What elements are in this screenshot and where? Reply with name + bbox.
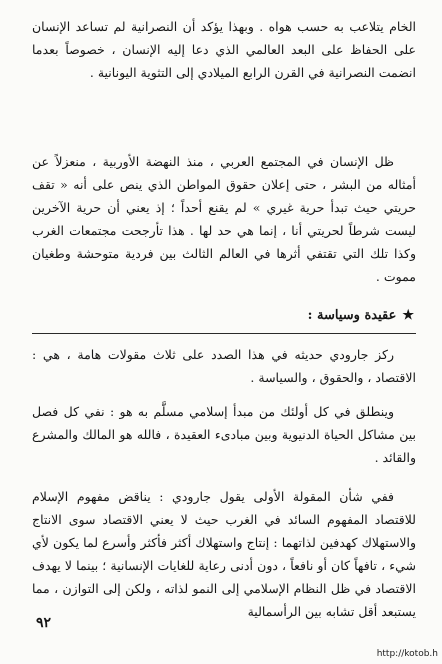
source-url: http://kotob.h	[376, 649, 438, 659]
star-icon: ★	[402, 308, 414, 323]
paragraph-3-text: ركز جارودي حديثه في هذا الصدد على ثلاث مقولات هامة ، هي : الاقتصاد ، والحقوق ، والسياسة .	[32, 347, 416, 385]
paragraph-4	[32, 400, 416, 469]
paragraph-5	[32, 485, 416, 623]
heading-divider	[32, 333, 416, 334]
section-heading-text: عقيدة وسياسة :	[307, 308, 397, 323]
paragraph-3	[32, 343, 416, 389]
paragraph-2-text: ظل الإنسان في المجتمع العربي ، منذ النهضة الأوربية ، منعزلاً عن أمثاله من البشر ، حتى إعلان حقوق المواطن الذي ينص على أنه « تقف حريتي حيث تبدأ حرية غيري » لم يقنع أحداً ؛ إذ يعني أن حرية الآخرين ليست شرطاً لحريتي أنا ، إنما هي حد لها . هذا تأرجحت مجتمعات الغرب وكذا تلك التي تقتفي أثرها في العالم الثالث بين فردية متوحشة وطغيان مموت .	[32, 154, 416, 284]
paragraph-1	[32, 15, 416, 84]
section-heading	[30, 304, 414, 327]
paragraph-1-text: الخام يتلاعب به حسب هواه . وبهذا يؤكد أن النصرانية لم تساعد الإنسان على الحفاظ على البعد العالمي الذي دعا إليه الإنسان ، خصوصاً بعدما انضمت النصرانية في القرن الرابع الميلادي إلى التثوية اليونانية .	[32, 19, 416, 80]
paragraph-5-text: ففي شأن المقولة الأولى يقول جارودي : يناقض مفهوم الإسلام للاقتصاد المفهوم السائد في الغرب حيث لا يعني الاقتصاد سوى الانتاج والاستهلاك كهدفين لذاتهما : إنتاج واستهلاك أكثر فأكثر وأسرع لما يكون لأي شيء ، تافهاً كان أو نافعاً ، دون أدنى رعاية للغايات الإنسانية ؛ بينما لا يهدف الاقتصاد في ظل النظام الإسلامي إلى النمو لذاته ، ولكن إلى التوازن ، مما يستبعد أقل تشابه بين الرأسمالية	[32, 489, 416, 619]
page-number: ٩٢	[36, 615, 52, 631]
paragraph-2	[32, 150, 416, 288]
paragraph-4-text: وينطلق في كل أولئك من مبدأ إسلامي مسلَّم به هو : نفي كل فصل بين مشاكل الحياة الدنيوية وبين مبادىء العقيدة ، فالله هو المالك والمشرع والقائد .	[32, 404, 416, 465]
